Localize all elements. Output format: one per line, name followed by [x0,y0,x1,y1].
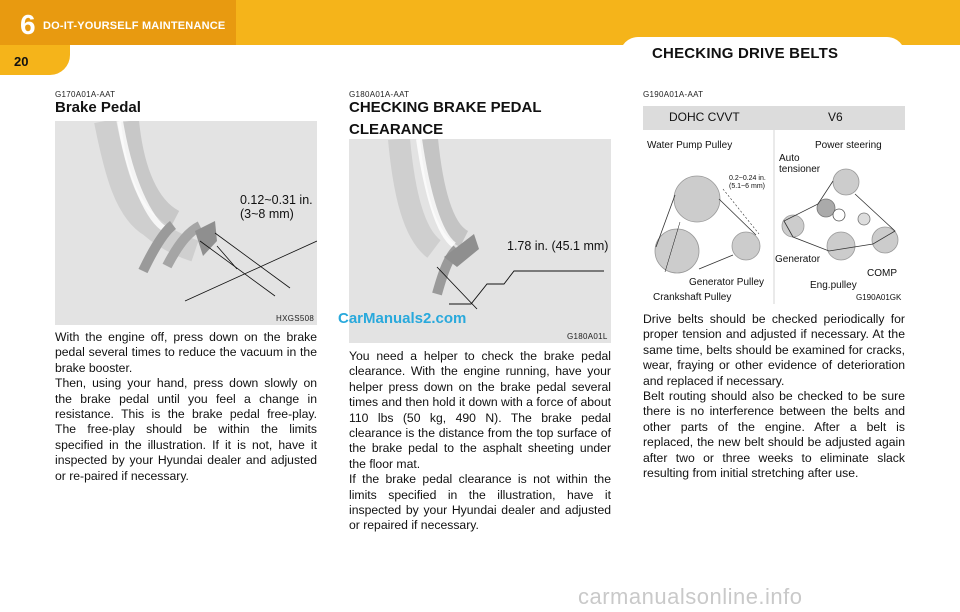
belt-spec-inches: 0.2~0.24 in. [729,175,766,182]
auto-tensioner-label [779,153,820,175]
clearance-value-label: 1.78 in. (45.1 mm) [507,239,609,253]
drive-belts-body: Drive belts should be checked periodically for proper tension and adjusted if necessary. At the same time, belts should be examined for cracks, wear, fraying or other evidence of deterioration and replaced if necessary. Belt routing should also be checked to be sure there is no interference between the belts and other parts of the engine. After a belt is replaced, the new belt should be adjusted again after two or three weeks to eliminate slack resulting from initial stretching after use. [643,312,905,481]
page-number: 20 [14,54,29,69]
brake-pedal-figure-code: HXGS508 [276,314,315,323]
clearance-code: G180A01A-AAT [349,90,410,99]
water-pump-pulley-label: Water Pump Pulley [647,140,733,151]
belt-spec-label [729,175,766,191]
drive-belt-diagram [643,106,905,304]
auto-tensioner-line1: Auto [779,153,800,164]
brake-pedal-body: With the engine off, press down on the brake pedal several times to reduce the vacuum in the brake booster. Then, using your hand, press down slowly on the brake pedal until you feel a change in resistance. This is the brake pedal free-play. The free-play should be within the limits specified in the illustration. If it is not, have it inspected by your Hyundai dealer and adjusted or re-paired if necessary. [55,330,317,483]
clearance-figure-code: G180A01L [567,332,608,341]
clearance-title [349,97,542,141]
generator-pulley-label: Generator Pulley [689,277,765,288]
comp-label: COMP [867,268,897,279]
freeplay-inches: 0.12~0.31 in. [240,193,313,207]
section-title: CHECKING DRIVE BELTS [652,45,839,62]
dohc-header: DOHC CVVT [669,110,740,124]
brake-pedal-title: Brake Pedal [55,99,141,116]
drive-belts-code: G190A01A-AAT [643,90,704,99]
page-number-tab [0,45,70,75]
eng-pulley-label: Eng.pulley [810,280,857,291]
generator-label: Generator [775,254,821,265]
brake-pedal-figure [55,121,317,325]
v6-header: V6 [828,110,843,124]
clearance-body: You need a helper to check the brake pedal clearance. With the engine running, have your helper press down on the brake pedal several times and then hold it down with a force of about 110 lbs (50 kg, 490 N). The brake pedal clearance is the distance from the top surface of the brake pedal to the asphalt sheeting under the floor mat. If the brake pedal clearance is not within the limits specified in the illustration, have it inspected by your Hyundai dealer and adjusted or repaired if necessary. [349,349,611,533]
auto-tensioner-line2: tensioner [779,164,821,175]
clearance-title-line2: CLEARANCE [349,121,444,138]
chapter-title: DO-IT-YOURSELF MAINTENANCE [43,20,226,32]
belt-figure-code: G190A01GK [856,293,902,302]
chapter-number: 6 [20,9,36,40]
clearance-title-line1: CHECKING BRAKE PEDAL [349,99,542,116]
watermark: CarManuals2.com [338,310,467,327]
crankshaft-pulley-label: Crankshaft Pulley [653,292,732,303]
freeplay-mm: (3~8 mm) [240,207,294,221]
power-steering-label: Power steering [815,140,882,151]
brake-pedal-freeplay-label [240,193,313,221]
belt-spec-mm: (5.1~6 mm) [729,183,765,190]
brake-pedal-code: G170A01A-AAT [55,90,116,99]
site-footer: carmanualsonline.info [578,584,803,609]
